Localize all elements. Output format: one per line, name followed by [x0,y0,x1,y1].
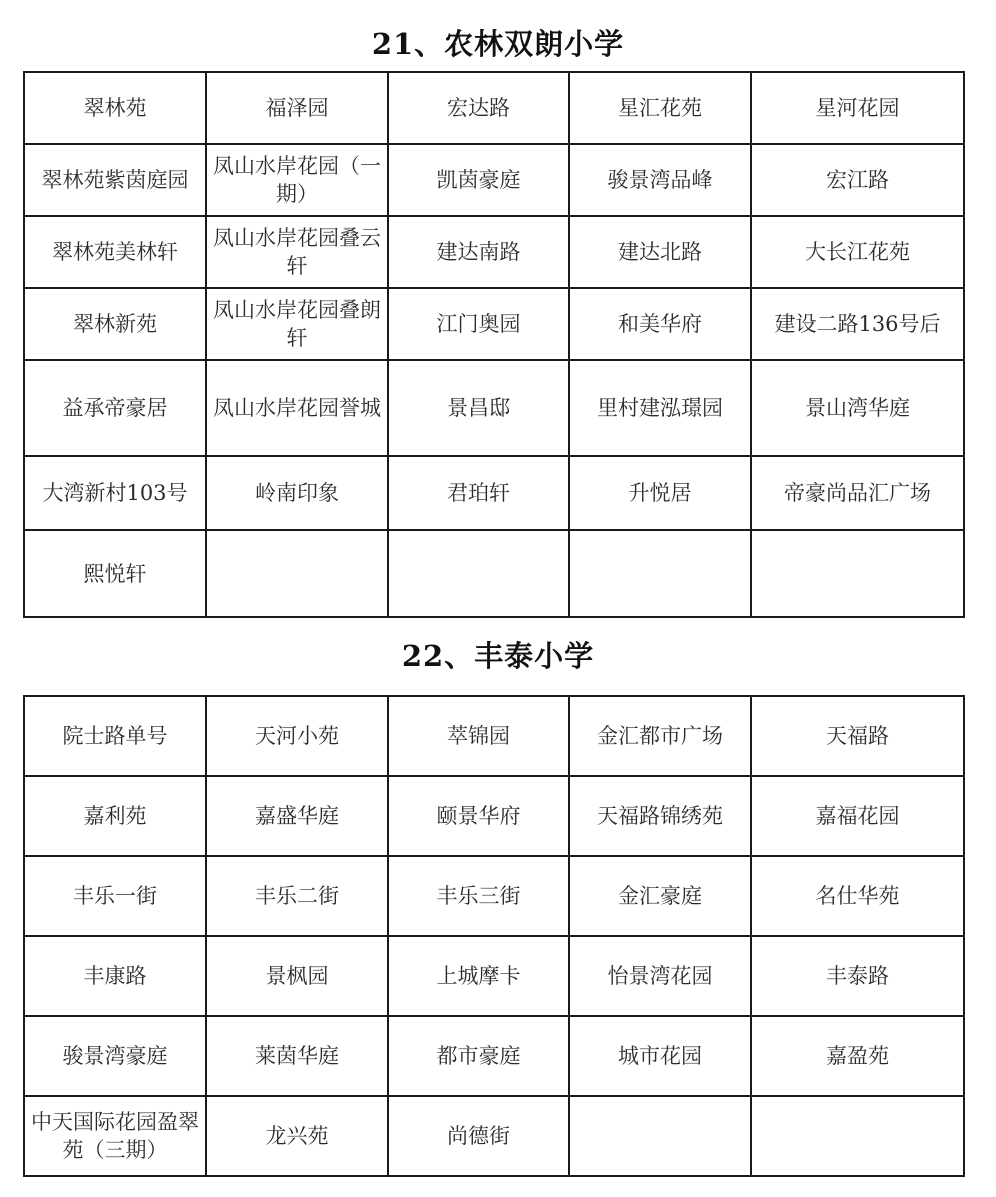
table-cell: 和美华府 [569,288,751,360]
table-cell: 都市豪庭 [388,1016,569,1096]
table-row [24,144,964,216]
table-cell: 院士路单号 [24,696,206,776]
table-cell: 翠林苑美林轩 [24,216,206,288]
table-cell: 建设二路136号后 [751,288,964,360]
table-cell: 丰乐二街 [206,856,388,936]
table-cell: 中天国际花园盈翠苑（三期） [24,1096,206,1176]
table-cell: 翠林苑 [24,72,206,144]
table-cell: 丰乐三街 [388,856,569,936]
table-cell: 城市花园 [569,1016,751,1096]
table-cell: 凤山水岸花园叠云轩 [206,216,388,288]
table-cell: 龙兴苑 [206,1096,388,1176]
table-cell: 宏江路 [751,144,964,216]
table-cell: 岭南印象 [206,456,388,530]
table-cell: 丰泰路 [751,936,964,1016]
table-cell: 天福路 [751,696,964,776]
table-cell: 翠林苑紫茵庭园 [24,144,206,216]
table-cell [206,530,388,617]
table-cell: 丰康路 [24,936,206,1016]
table-cell: 君珀轩 [388,456,569,530]
table-cell: 凤山水岸花园（一期） [206,144,388,216]
table-cell [388,530,569,617]
table-row [24,1096,964,1176]
table-row [24,72,964,144]
table-cell: 凤山水岸花园誉城 [206,360,388,456]
table-cell: 建达南路 [388,216,569,288]
table-cell: 凯茵豪庭 [388,144,569,216]
table-cell: 嘉盛华庭 [206,776,388,856]
table-cell [751,530,964,617]
table-cell: 嘉盈苑 [751,1016,964,1096]
table-row [24,696,964,776]
table-cell: 莱茵华庭 [206,1016,388,1096]
table-cell: 建达北路 [569,216,751,288]
table-cell: 萃锦园 [388,696,569,776]
table-row [24,456,964,530]
table-row [24,360,964,456]
table-row [24,776,964,856]
table-cell: 金汇豪庭 [569,856,751,936]
table-row [24,856,964,936]
section-title-21: 21、农林双朗小学 [371,27,625,61]
table-cell: 天福路锦绣苑 [569,776,751,856]
table-cell: 骏景湾品峰 [569,144,751,216]
table-cell: 骏景湾豪庭 [24,1016,206,1096]
table-cell: 天河小苑 [206,696,388,776]
table-cell: 升悦居 [569,456,751,530]
table-row [24,216,964,288]
table-cell: 上城摩卡 [388,936,569,1016]
table-cell: 宏达路 [388,72,569,144]
table-cell: 翠林新苑 [24,288,206,360]
table-cell: 大长江花苑 [751,216,964,288]
table-cell: 帝豪尚品汇广场 [751,456,964,530]
table-cell: 景山湾华庭 [751,360,964,456]
table-cell: 景枫园 [206,936,388,1016]
table-cell: 熙悦轩 [24,530,206,617]
school-district-table-21 [23,71,965,618]
table-row [24,936,964,1016]
table-cell [569,1096,751,1176]
table-cell: 金汇都市广场 [569,696,751,776]
table-cell [751,1096,964,1176]
table-cell: 怡景湾花园 [569,936,751,1016]
table-row [24,530,964,617]
table-cell: 凤山水岸花园叠朗轩 [206,288,388,360]
table-cell: 嘉福花园 [751,776,964,856]
table-cell: 江门奥园 [388,288,569,360]
table-cell: 尚德街 [388,1096,569,1176]
section-title-22: 22、丰泰小学 [401,639,595,673]
table-cell: 景昌邸 [388,360,569,456]
table-cell [569,530,751,617]
table-cell: 嘉利苑 [24,776,206,856]
table-cell: 星汇花苑 [569,72,751,144]
table-cell: 里村建泓璟园 [569,360,751,456]
table-cell: 星河花园 [751,72,964,144]
table-row [24,288,964,360]
school-district-table-22 [23,695,965,1177]
table-cell: 益承帝豪居 [24,360,206,456]
table-cell: 丰乐一街 [24,856,206,936]
table-cell: 福泽园 [206,72,388,144]
table-row [24,1016,964,1096]
table-cell: 颐景华府 [388,776,569,856]
table-cell: 大湾新村103号 [24,456,206,530]
table-cell: 名仕华苑 [751,856,964,936]
